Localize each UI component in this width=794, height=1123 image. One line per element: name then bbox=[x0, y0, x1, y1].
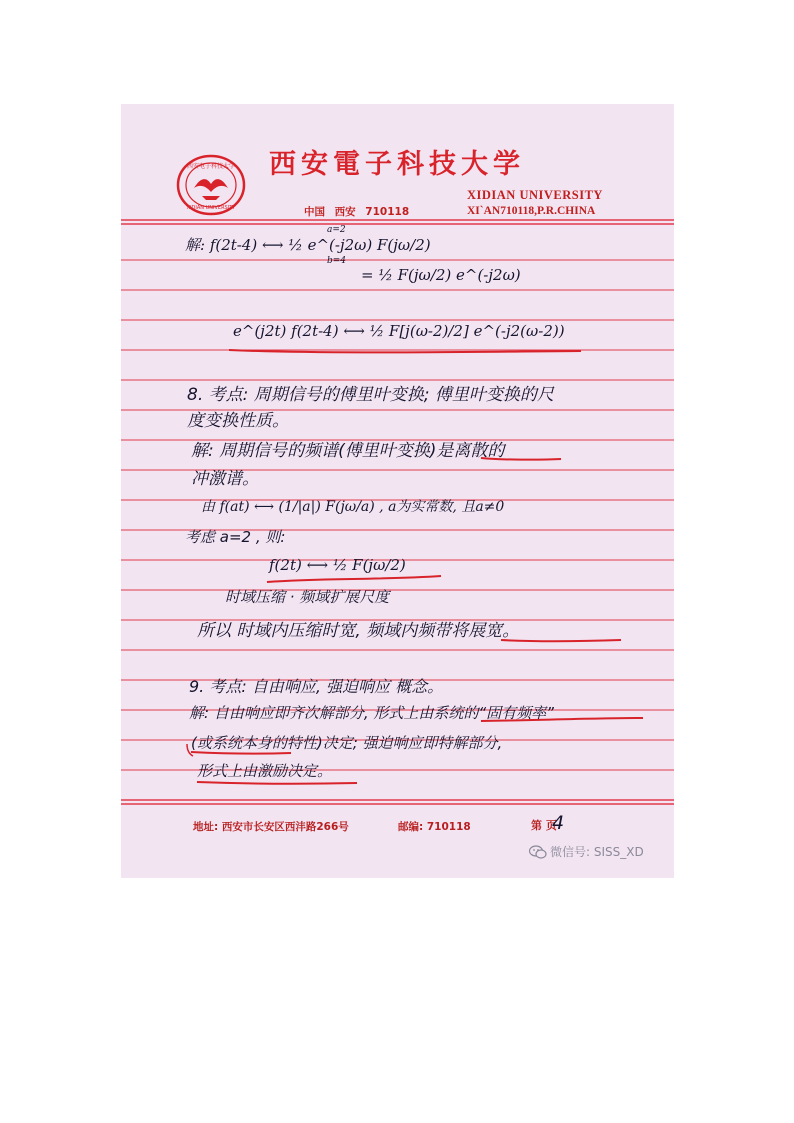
answer-8-line-3: 由 f(at) ⟷ (1/|a|) F(jω/a) , a为实常数, 且a≠0 bbox=[201, 499, 505, 515]
header-address-cn: 中国 西安 710118 bbox=[304, 206, 410, 218]
equation-label-top: a=2 bbox=[327, 225, 346, 235]
equation-line-1: 解: f(2t-4) ⟷ ½ e^(-j2ω) F(jω/2) bbox=[185, 236, 431, 254]
question-8-line-2: 度变换性质。 bbox=[187, 411, 289, 431]
answer-9-line-1: 解: 自由响应即齐次解部分, 形式上由系统的“固有频率” bbox=[189, 704, 554, 722]
university-name-en: XIDIAN UNIVERSITY bbox=[467, 188, 603, 202]
answer-8-line-2: 冲激谱。 bbox=[191, 469, 259, 489]
letterhead-page bbox=[121, 104, 674, 878]
answer-8-line-5: f(2t) ⟷ ½ F(jω/2) bbox=[269, 556, 406, 574]
wechat-watermark bbox=[529, 843, 644, 860]
answer-8-line-1: 解: 周期信号的频谱(傅里叶变换)是离散的 bbox=[191, 441, 505, 461]
question-8-line-1: 8. 考点: 周期信号的傅里叶变换; 傅里叶变换的尺 bbox=[187, 385, 554, 405]
watermark-text: 微信号: SISS_XD bbox=[550, 845, 644, 859]
equation-line-2: = ½ F(jω/2) e^(-j2ω) bbox=[361, 266, 521, 284]
header-address-en: XI`AN710118,P.R.CHINA bbox=[467, 205, 596, 217]
answer-9-line-3: 形式上由激励决定。 bbox=[197, 762, 333, 780]
answer-8-line-4: 考虑 a=2 , 则: bbox=[185, 528, 286, 546]
university-name-cn: 西安電子科技大学 bbox=[269, 149, 525, 180]
answer-9-line-2: (或系统本身的特性)决定; 强迫响应即特解部分, bbox=[191, 734, 503, 752]
svg-text:XIDIAN UNIVERSITY: XIDIAN UNIVERSITY bbox=[186, 205, 236, 211]
svg-text:西安电子科技大学: 西安电子科技大学 bbox=[186, 163, 236, 170]
question-9-line-1: 9. 考点: 自由响应, 强迫响应 概念。 bbox=[189, 677, 444, 696]
footer-postcode: 邮编: 710118 bbox=[398, 821, 471, 833]
wechat-icon bbox=[529, 845, 547, 859]
footer-address: 地址: 西安市长安区西沣路266号 bbox=[193, 821, 349, 833]
answer-8-line-6: 时域压缩 · 频域扩展尺度 bbox=[225, 588, 390, 606]
university-seal-logo bbox=[176, 154, 246, 216]
answer-8-line-7: 所以 时域内压缩时宽, 频域内频带将展宽。 bbox=[197, 621, 520, 641]
equation-label-bottom: b=4 bbox=[327, 256, 347, 266]
footer-page-label: 第 页 bbox=[531, 819, 557, 832]
equation-line-3: e^(j2t) f(2t-4) ⟷ ½ F[j(ω-2)/2] e^(-j2(ω-2)) bbox=[233, 322, 565, 340]
page-number: 4 bbox=[552, 812, 565, 834]
